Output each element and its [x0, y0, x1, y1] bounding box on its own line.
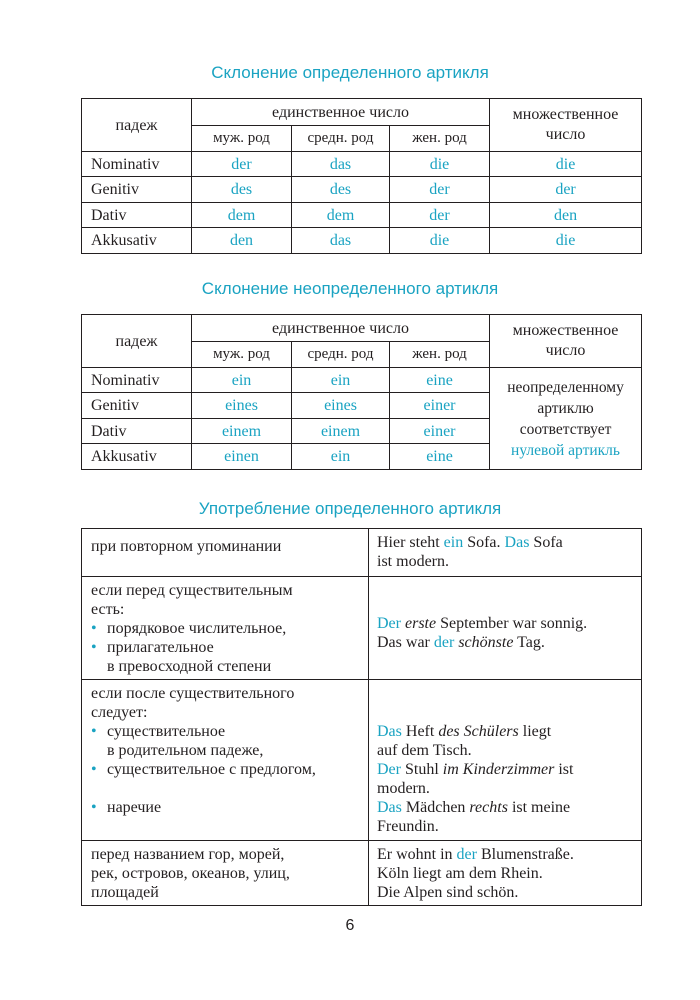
bullet-icon: •: [91, 639, 97, 656]
table-row: [82, 203, 642, 228]
plural-note: неопределенному артиклю соответствует нулевой артикль: [490, 368, 642, 470]
usage-title: Употребление определенного артикля: [198, 499, 502, 518]
article-cell: einem: [192, 419, 292, 444]
case-name: Akkusativ: [82, 444, 192, 470]
article-cell: der: [390, 177, 490, 203]
indefinite-article-table: [81, 314, 642, 470]
bullet-icon: •: [91, 723, 97, 740]
article-cell: eine: [390, 368, 490, 393]
article-cell: eines: [192, 393, 292, 419]
header-singular: единственное число: [192, 315, 490, 342]
table-row: [82, 529, 642, 577]
indefinite-article-title: Склонение неопределенного артикля: [201, 279, 499, 298]
bullet-icon: •: [91, 799, 97, 816]
usage-example: Er wohnt in der Blumenstraße. Köln liegt am dem Rhein. Die Alpen sind schön.: [369, 841, 642, 906]
article-cell: ein: [292, 444, 390, 470]
article-cell: das: [292, 228, 390, 254]
page-number: 6: [345, 917, 355, 934]
article-cell: die: [390, 152, 490, 177]
list-item: • существительное с предлогом,: [91, 761, 316, 778]
case-name: Nominativ: [82, 368, 192, 393]
article-cell: der: [490, 177, 642, 203]
table-row: [82, 228, 642, 254]
article-cell: dem: [292, 203, 390, 228]
article-cell: des: [292, 177, 390, 203]
article-cell: dem: [192, 203, 292, 228]
article-cell: einen: [192, 444, 292, 470]
article-cell: das: [292, 152, 390, 177]
article-cell: die: [490, 152, 642, 177]
case-name: Genitiv: [82, 393, 192, 419]
header-neuter: средн. род: [292, 126, 390, 152]
table-row: [82, 177, 642, 203]
header-neuter: средн. род: [292, 342, 390, 368]
header-case: падеж: [82, 99, 192, 152]
list-item: • существительное в родительном падеже,: [91, 723, 264, 759]
header-masculine: муж. род: [192, 342, 292, 368]
usage-rule: если перед существительным есть: • порядковое числительное, • прилагательное в превосходной степени: [82, 577, 369, 680]
case-name: Genitiv: [82, 177, 192, 203]
table-row: [82, 841, 642, 906]
article-cell: den: [490, 203, 642, 228]
usage-rule: при повторном упоминании: [82, 529, 369, 577]
article-cell: des: [192, 177, 292, 203]
table-row: [82, 368, 642, 393]
case-name: Akkusativ: [82, 228, 192, 254]
header-masculine: муж. род: [192, 126, 292, 152]
article-cell: eine: [390, 444, 490, 470]
article-cell: einer: [390, 419, 490, 444]
article-cell: die: [490, 228, 642, 254]
usage-example: Der erste September war sonnig. Das war der schönste Tag.: [369, 577, 642, 680]
article-cell: einer: [390, 393, 490, 419]
bullet-icon: •: [91, 761, 97, 778]
definite-article-title: Склонение определенного артикля: [211, 63, 489, 82]
usage-table: [81, 528, 642, 906]
table-row: [82, 577, 642, 680]
article-cell: ein: [292, 368, 390, 393]
usage-example: Das Heft des Schülers liegt auf dem Tisch. Der Stuhl im Kinderzimmer ist modern. Das Mädchen rechts ist meine Freundin.: [369, 680, 642, 841]
header-feminine: жен. род: [390, 342, 490, 368]
article-cell: einem: [292, 419, 390, 444]
table-row: [82, 152, 642, 177]
usage-rule: если после существительного следует: • существительное в родительном падеже, • существительное с предлогом, • наречие: [82, 680, 369, 841]
header-plural: множественное число: [490, 315, 642, 368]
case-name: Nominativ: [82, 152, 192, 177]
article-cell: den: [192, 228, 292, 254]
table-row: [82, 680, 642, 841]
header-case: падеж: [82, 315, 192, 368]
article-cell: ein: [192, 368, 292, 393]
list-item: • прилагательное в превосходной степени: [91, 639, 272, 675]
header-singular: единственное число: [192, 99, 490, 126]
usage-rule: перед названием гор, морей, рек, островов, океанов, улиц, площадей: [82, 841, 369, 906]
article-cell: die: [390, 228, 490, 254]
header-plural: множественное число: [490, 99, 642, 152]
article-cell: der: [192, 152, 292, 177]
article-cell: eines: [292, 393, 390, 419]
case-name: Dativ: [82, 203, 192, 228]
header-feminine: жен. род: [390, 126, 490, 152]
article-cell: der: [390, 203, 490, 228]
case-name: Dativ: [82, 419, 192, 444]
definite-article-table: [81, 98, 642, 254]
list-item: • наречие: [91, 799, 162, 816]
list-item: • порядковое числительное,: [91, 620, 287, 637]
usage-example: Hier steht ein Sofa. Das Sofa ist modern.: [369, 529, 642, 577]
bullet-icon: •: [91, 620, 97, 637]
